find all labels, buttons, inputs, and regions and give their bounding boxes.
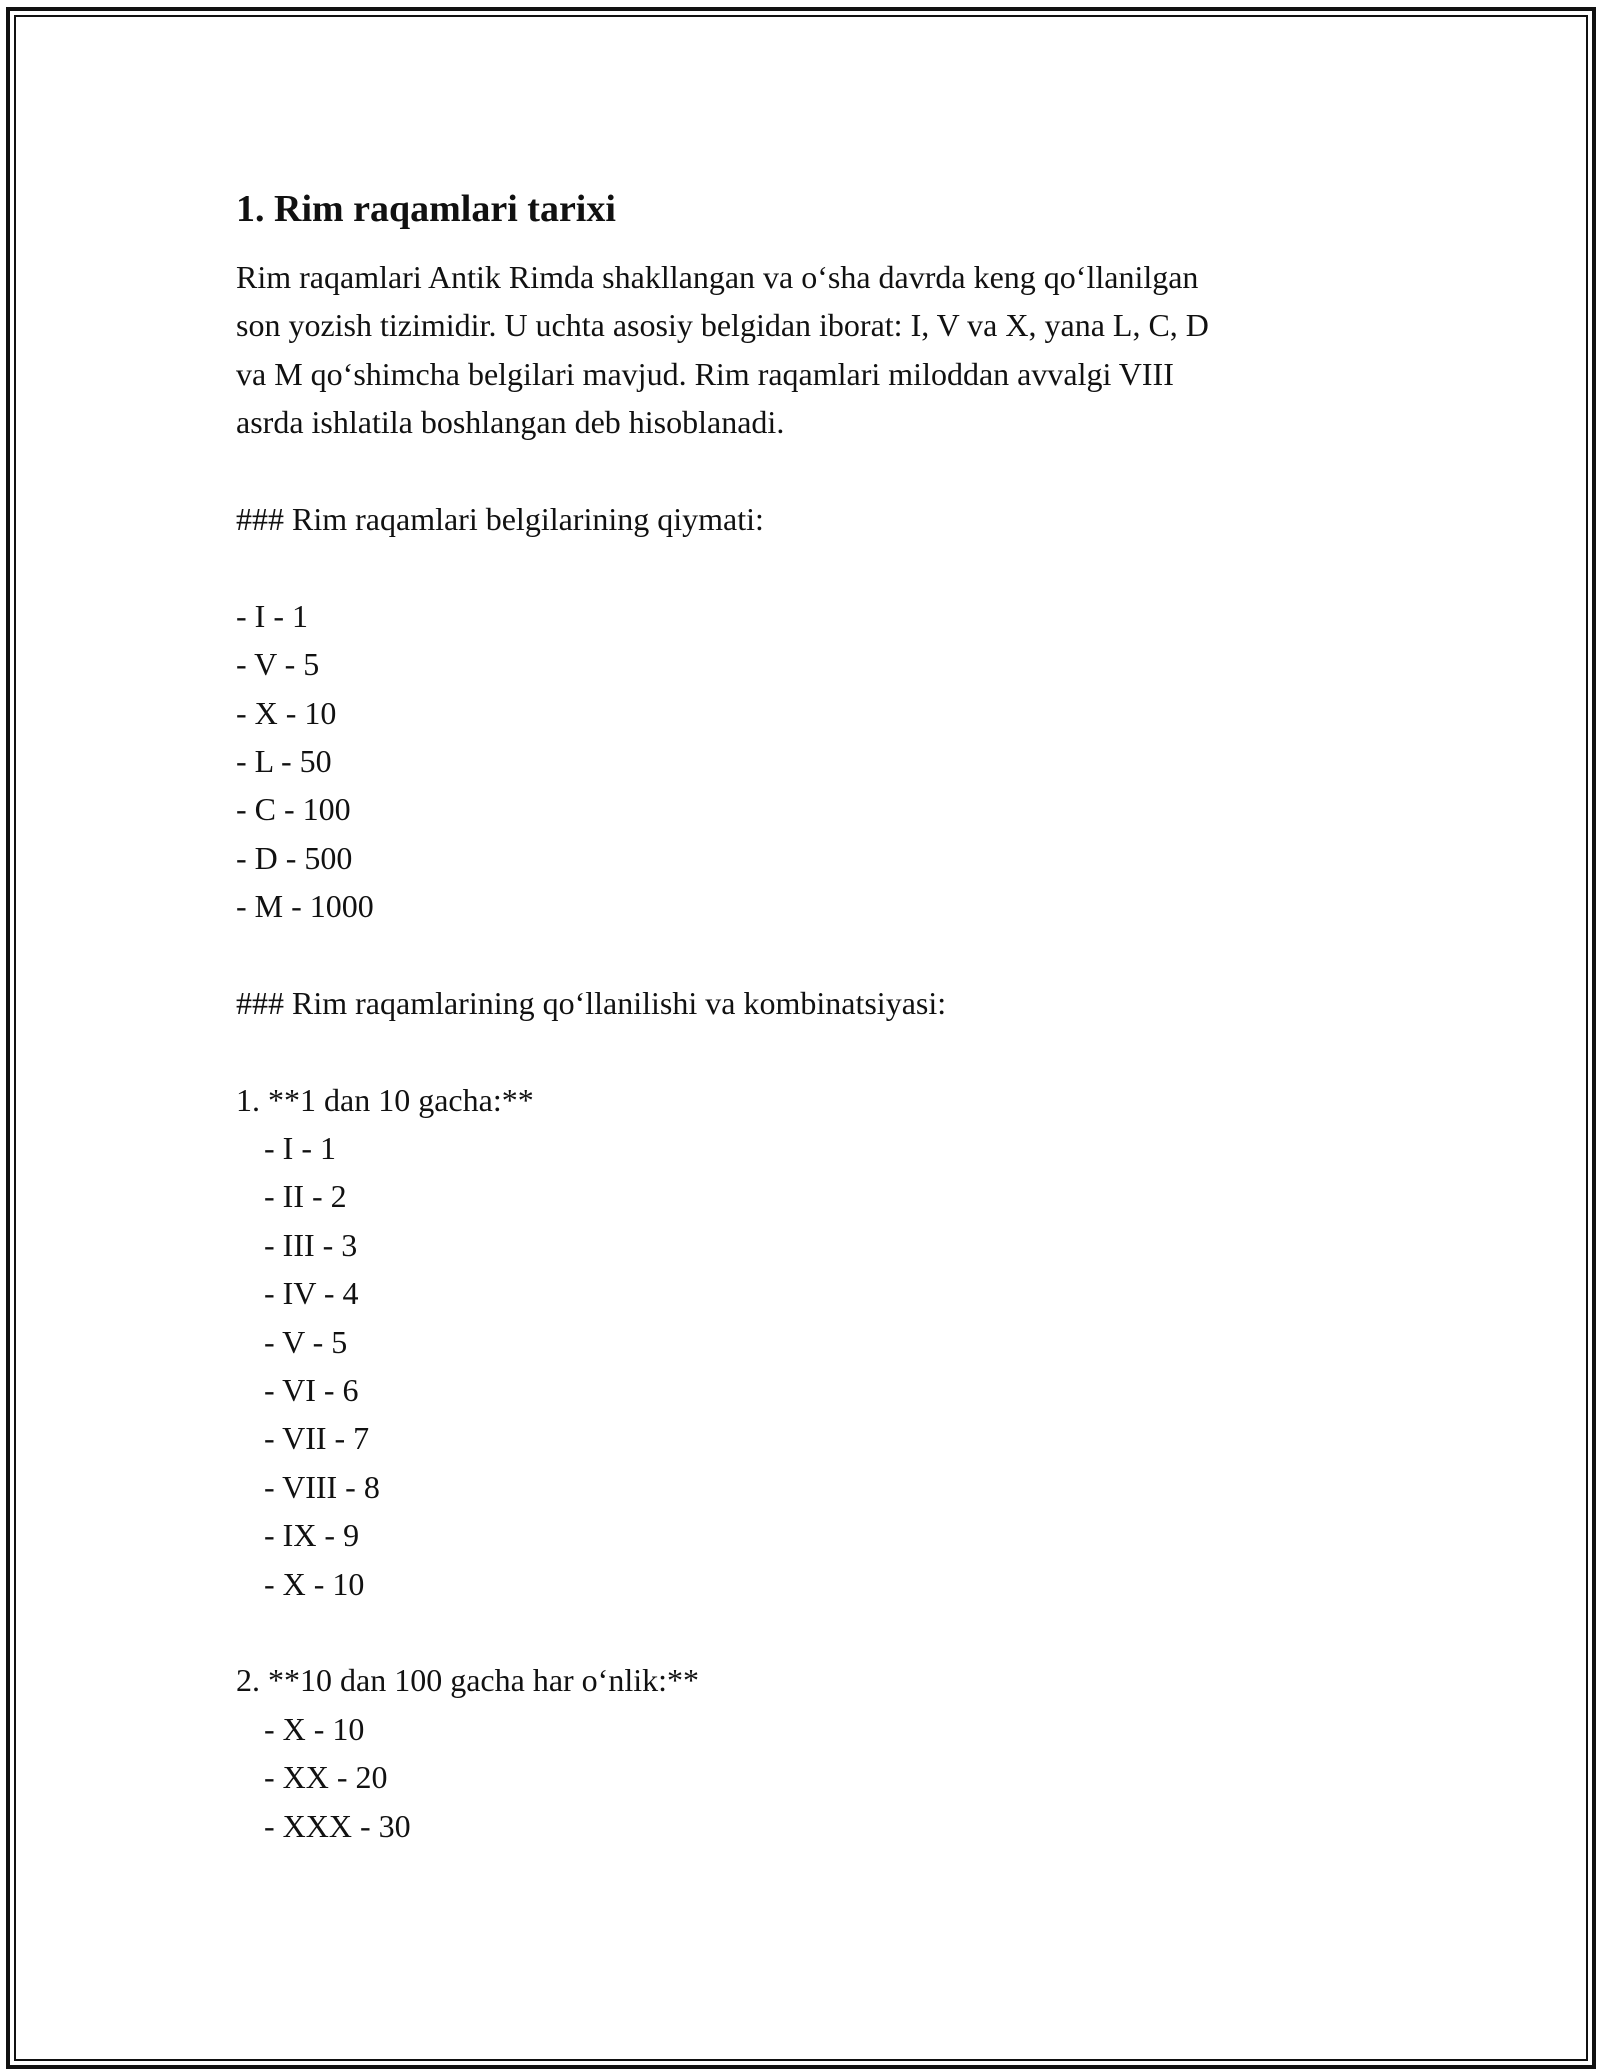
list-item: - IV - 4 (264, 1275, 359, 1312)
numbered-item-label: 1. **1 dan 10 gacha:** (236, 1081, 534, 1118)
list-item: - VI - 6 (264, 1372, 359, 1409)
list-item: - I - 1 (264, 1130, 336, 1167)
document-title: 1. Rim raqamlari tarixi (236, 188, 616, 230)
list-item: - X - 10 (264, 1710, 365, 1747)
list-item: - VIII - 8 (264, 1468, 380, 1505)
list-item: - VII - 7 (264, 1420, 370, 1457)
units-list (236, 1124, 1386, 1608)
document-body (236, 185, 1386, 1850)
tens-list (236, 1705, 1386, 1850)
section-heading-values: ### Rim raqamlari belgilarining qiymati: (236, 501, 764, 538)
intro-paragraph: Rim raqamlari Antik Rimda shakllangan va o‘sha davrda keng qo‘llanilgan son yozish tizimidir. U uchta asosiy belgidan iborat: I, V va X, yana L, C, D va M qo‘shimcha belgilari mavjud. Rim raqamlari miloddan avvalgi VIII asrda ishlatila boshlangan deb hisoblanadi. (236, 259, 1209, 441)
list-item: - XX - 20 (264, 1759, 388, 1796)
section-heading-usage: ### Rim raqamlarining qo‘llanilishi va kombinatsiyasi: (236, 984, 947, 1021)
list-item: - M - 1000 (236, 888, 374, 925)
list-item: - X - 10 (264, 1565, 365, 1602)
list-item: - V - 5 (236, 646, 320, 683)
list-item: - XXX - 30 (264, 1807, 411, 1844)
list-item: - IX - 9 (264, 1517, 360, 1554)
list-item: - II - 2 (264, 1178, 347, 1215)
list-item: - L - 50 (236, 742, 332, 779)
values-list (236, 592, 1386, 931)
list-item: - C - 100 (236, 791, 351, 828)
list-item: - D - 500 (236, 839, 353, 876)
numbered-item-label: 2. **10 dan 100 gacha har o‘nlik:** (236, 1662, 699, 1699)
list-item: - I - 1 (236, 597, 308, 634)
list-item: - X - 10 (236, 694, 337, 731)
list-item: - V - 5 (264, 1323, 348, 1360)
list-item: - III - 3 (264, 1226, 358, 1263)
